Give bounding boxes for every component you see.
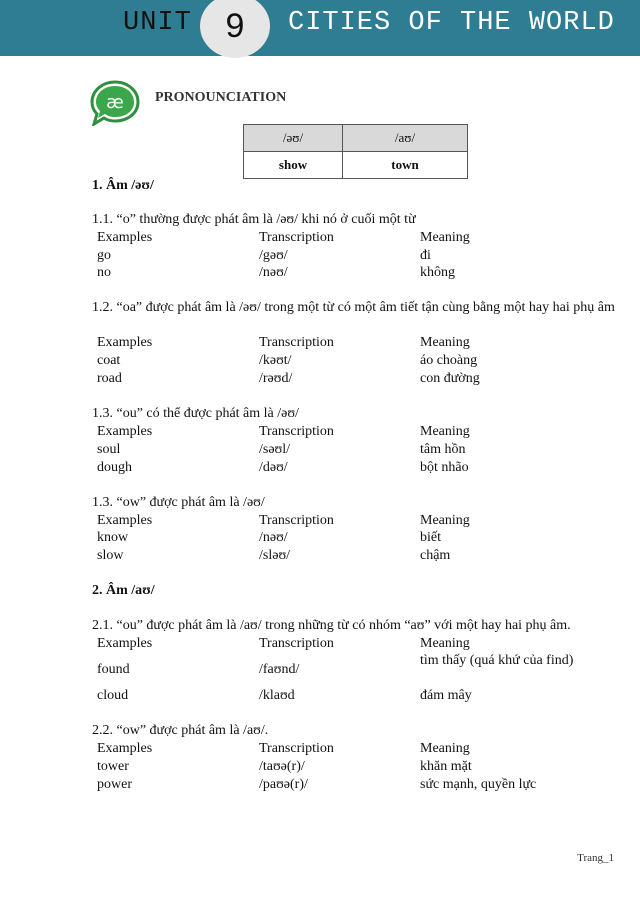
col-header-transcription: Transcription: [259, 335, 334, 350]
part2-heading: 2. Âm /aʊ/: [92, 583, 155, 598]
example-meaning: chậm: [420, 548, 451, 563]
example-word: road: [97, 371, 122, 386]
ipa-example-2: town: [343, 152, 468, 179]
example-transcription: /taʊə(r)/: [259, 759, 305, 774]
example-transcription: /kəʊt/: [259, 353, 292, 368]
example-meaning: sức mạnh, quyền lực: [420, 777, 537, 792]
example-transcription: /sləʊ/: [259, 548, 291, 563]
example-word: soul: [97, 442, 121, 457]
col-header-transcription: Transcription: [259, 636, 334, 651]
example-transcription: /gəʊ/: [259, 248, 288, 263]
example-transcription: /paʊə(r)/: [259, 777, 308, 792]
example-meaning: tìm thấy (quá khứ của find): [420, 653, 574, 668]
col-header-meaning: Meaning: [420, 230, 470, 245]
example-word: power: [97, 777, 132, 792]
ipa-example-1: show: [244, 152, 343, 179]
example-word: cloud: [97, 688, 129, 703]
example-meaning: biết: [420, 530, 441, 545]
example-meaning: không: [420, 265, 455, 280]
part1-heading: 1. Âm /əʊ/: [92, 178, 154, 193]
example-meaning: đi: [420, 248, 431, 263]
col-header-meaning: Meaning: [420, 335, 470, 350]
unit-number-badge: 9: [200, 0, 270, 58]
col-header-transcription: Transcription: [259, 230, 334, 245]
rule-2-1-text: 2.1. “ou” được phát âm là /aʊ/ trong những từ có nhóm “aʊ” với một hay hai phụ âm.: [92, 618, 571, 633]
example-transcription: /səʊl/: [259, 442, 291, 457]
col-header-examples: Examples: [97, 335, 153, 350]
example-transcription: /dəʊ/: [259, 460, 288, 475]
rule-1-3-text: 1.3. “ou” có thể được phát âm là /əʊ/: [92, 406, 299, 421]
logo-glyph: æ: [106, 92, 124, 113]
example-meaning: bột nhão: [420, 460, 469, 475]
rule-1-1-text: 1.1. “o” thường được phát âm là /əʊ/ khi nó ở cuối một từ: [92, 212, 416, 227]
rule-1-4-text: 1.3. “ow” được phát âm là /əʊ/: [92, 495, 265, 510]
example-meaning: tâm hồn: [420, 442, 466, 457]
example-meaning: khăn mặt: [420, 759, 472, 774]
example-word: dough: [97, 460, 132, 475]
col-header-transcription: Transcription: [259, 741, 334, 756]
ipa-table: [243, 124, 468, 179]
example-transcription: /nəʊ/: [259, 530, 288, 545]
example-meaning: áo choàng: [420, 353, 478, 368]
example-word: go: [97, 248, 111, 263]
col-header-meaning: Meaning: [420, 513, 470, 528]
col-header-examples: Examples: [97, 513, 153, 528]
ipa-head-1: /əʊ/: [244, 125, 343, 152]
col-header-meaning: Meaning: [420, 741, 470, 756]
col-header-examples: Examples: [97, 741, 153, 756]
ipa-head-2: /aʊ/: [343, 125, 468, 152]
col-header-transcription: Transcription: [259, 513, 334, 528]
section-title: PRONOUNCIATION: [155, 90, 287, 105]
col-header-examples: Examples: [97, 230, 153, 245]
rule-1-2-text: 1.2. “oa” được phát âm là /əʊ/ trong một từ có một âm tiết tận cùng bằng một hay hai phụ âm: [92, 300, 615, 315]
example-word: coat: [97, 353, 121, 368]
col-header-meaning: Meaning: [420, 636, 470, 651]
example-transcription: /klaʊd: [259, 688, 295, 703]
example-meaning: con đường: [420, 371, 480, 386]
example-word: slow: [97, 548, 124, 563]
rule-2-2-text: 2.2. “ow” được phát âm là /aʊ/.: [92, 723, 269, 738]
col-header-examples: Examples: [97, 636, 153, 651]
unit-header: [0, 0, 640, 56]
example-meaning: đám mây: [420, 688, 472, 703]
col-header-transcription: Transcription: [259, 424, 334, 439]
col-header-examples: Examples: [97, 424, 153, 439]
col-header-meaning: Meaning: [420, 424, 470, 439]
example-transcription: /faʊnd/: [259, 662, 300, 677]
example-word: tower: [97, 759, 129, 774]
unit-title: CITIES OF THE WORLD: [288, 8, 615, 38]
example-transcription: /nəʊ/: [259, 265, 288, 280]
page-number: Trang_1: [577, 852, 614, 864]
example-word: know: [97, 530, 129, 545]
example-transcription: /rəʊd/: [259, 371, 293, 386]
example-word: found: [97, 662, 130, 677]
example-word: no: [97, 265, 111, 280]
speech-bubble-logo-icon: [90, 80, 140, 126]
unit-label: UNIT: [123, 8, 192, 38]
